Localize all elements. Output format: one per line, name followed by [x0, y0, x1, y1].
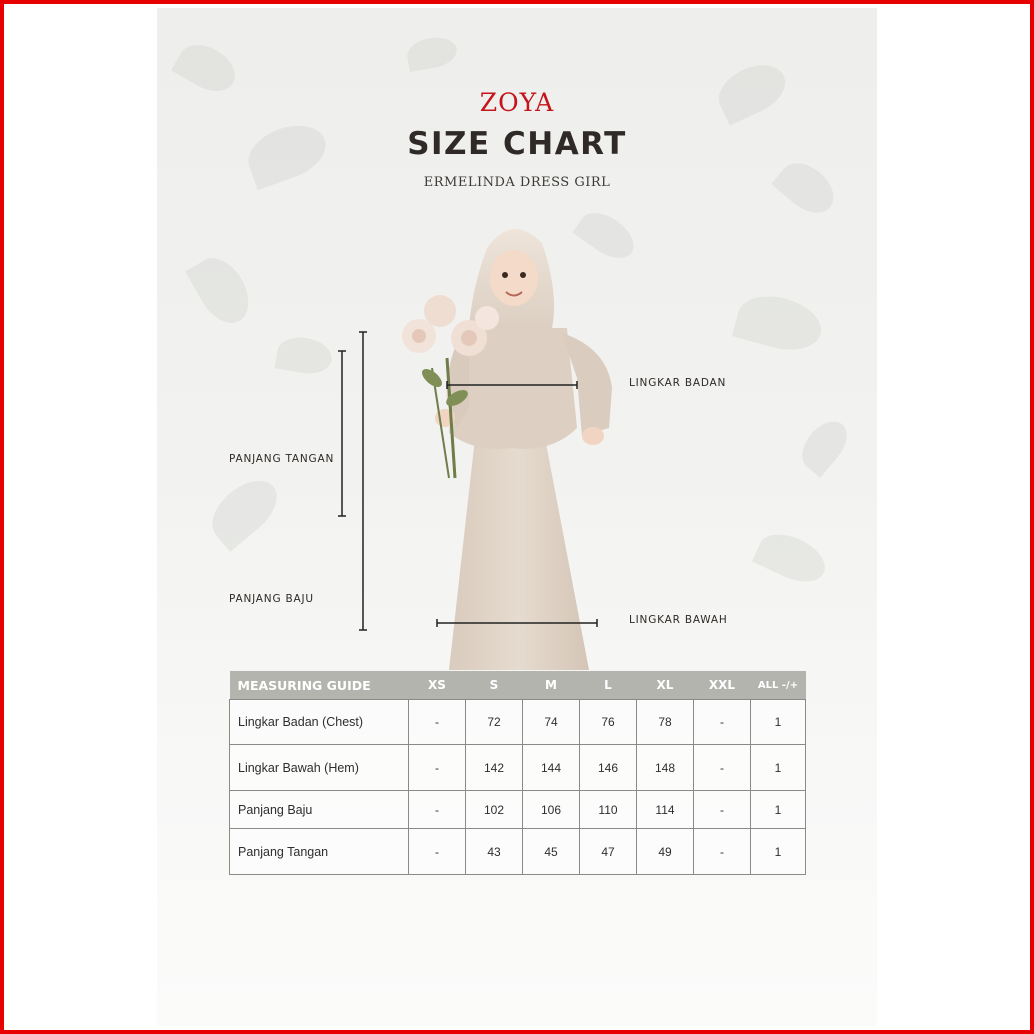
table-row: [230, 745, 806, 791]
brand-logo: ZOYA: [479, 88, 555, 117]
table-cell: -: [694, 829, 751, 875]
column-header: XL: [637, 671, 694, 700]
table-cell: 142: [466, 745, 523, 791]
column-header: L: [580, 671, 637, 700]
row-label: Panjang Baju: [230, 791, 409, 829]
column-header: M: [523, 671, 580, 700]
product-subtitle: ERMELINDA DRESS GIRL: [423, 175, 611, 190]
table-cell: 1: [751, 700, 806, 745]
column-header: XS: [409, 671, 466, 700]
table-row: [230, 700, 806, 745]
label-panjang-baju: PANJANG BAJU: [229, 593, 314, 605]
table-cell: 110: [580, 791, 637, 829]
table-cell: 144: [523, 745, 580, 791]
table-cell: 43: [466, 829, 523, 875]
model-illustration: [157, 8, 877, 678]
table-cell: 114: [637, 791, 694, 829]
label-lingkar-badan: LINGKAR BADAN: [629, 377, 727, 389]
table-cell: 1: [751, 745, 806, 791]
table-cell: 1: [751, 791, 806, 829]
table-cell: 76: [580, 700, 637, 745]
row-label: Lingkar Badan (Chest): [230, 700, 409, 745]
table-cell: -: [409, 829, 466, 875]
column-header: S: [466, 671, 523, 700]
table-cell: 146: [580, 745, 637, 791]
column-header: MEASURING GUIDE: [230, 671, 409, 700]
table-cell: 47: [580, 829, 637, 875]
table-cell: 106: [523, 791, 580, 829]
size-table: [229, 671, 806, 875]
table-cell: -: [694, 700, 751, 745]
table-cell: 74: [523, 700, 580, 745]
row-label: Lingkar Bawah (Hem): [230, 745, 409, 791]
row-label: Panjang Tangan: [230, 829, 409, 875]
table-row: [230, 829, 806, 875]
table-header-row: [230, 671, 806, 700]
table-cell: 78: [637, 700, 694, 745]
table-cell: 102: [466, 791, 523, 829]
table-cell: 72: [466, 700, 523, 745]
column-header: XXL: [694, 671, 751, 700]
table-cell: 45: [523, 829, 580, 875]
label-lingkar-bawah: LINGKAR BAWAH: [629, 614, 728, 626]
table-cell: -: [409, 791, 466, 829]
label-panjang-tangan: PANJANG TANGAN: [229, 453, 335, 465]
table-cell: -: [409, 700, 466, 745]
table-cell: 148: [637, 745, 694, 791]
column-header: ALL -/+: [751, 671, 806, 700]
table-cell: -: [694, 791, 751, 829]
page-title: SIZE CHART: [407, 126, 627, 162]
table-cell: 49: [637, 829, 694, 875]
table-cell: 1: [751, 829, 806, 875]
table-cell: -: [409, 745, 466, 791]
table-row: [230, 791, 806, 829]
size-chart-sheet: [157, 8, 877, 1026]
table-cell: -: [694, 745, 751, 791]
